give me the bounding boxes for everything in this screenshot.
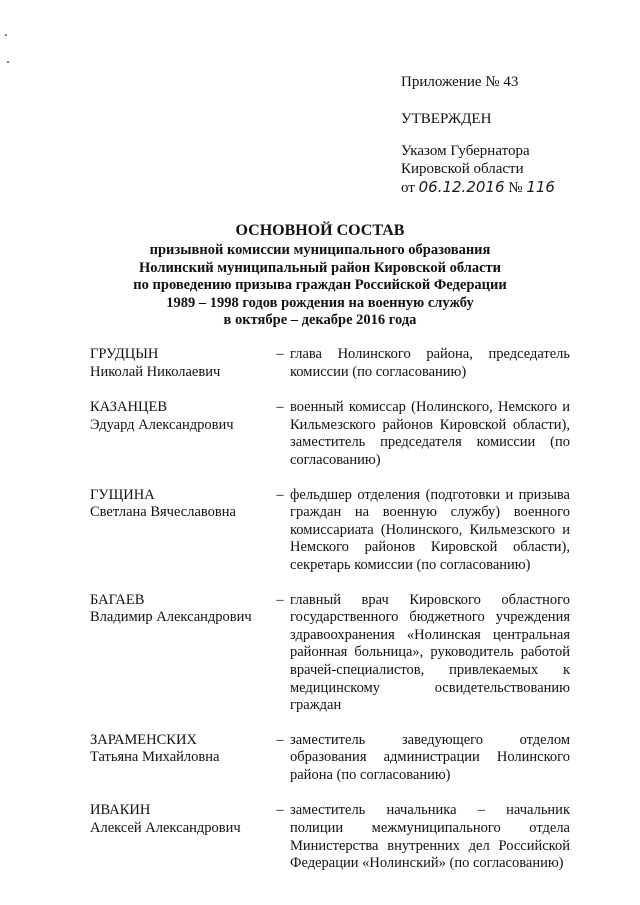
- member-name: [90, 732, 270, 785]
- dash-separator: –: [276, 486, 284, 503]
- member-entry: [90, 802, 570, 872]
- member-role: главный врач Кировского областного государственного бюджетного учреждения здравоохранения «Нолинская центральная районная больница», руководитель работой врачей-специалистов, привлекаемых к медицинскому освидетельствованию граждан: [290, 591, 570, 714]
- dash-separator: –: [276, 802, 284, 819]
- handwritten-date: 06.12.2016: [418, 178, 505, 196]
- member-given-name: Николай Николаевич: [90, 363, 221, 380]
- member-entry: [90, 487, 570, 575]
- member-role: заместитель начальника – начальник полиции межмуниципального отдела Министерства внутренних дел Российской Федерации «Нолинский» (по согласованию): [290, 802, 570, 872]
- member-name: [90, 346, 270, 381]
- member-given-name: Алексей Александрович: [90, 820, 241, 837]
- member-role: фельдшер отделения (подготовки и призыва граждан на военную службу) военного комиссариата (Нолинского, Кильмезского и Немского районов Кировской области), секретарь комиссии (по согласованию): [290, 486, 570, 573]
- scan-speck: [7, 61, 9, 63]
- member-given-name: Владимир Александрович: [90, 609, 252, 626]
- document-title: [0, 220, 640, 330]
- member-role: военный комиссар (Нолинского, Немского и Кильмезского районов Кировской области), заместитель председателя комиссии (по согласованию): [290, 399, 570, 468]
- dash-separator: –: [276, 591, 284, 608]
- scan-speck: [5, 34, 7, 36]
- member-given-name: Татьяна Михайловна: [90, 749, 220, 766]
- member-name: [90, 487, 270, 575]
- title-line: 1989 – 1998 годов рождения на военную службу: [166, 294, 474, 311]
- member-name: [90, 399, 270, 469]
- member-surname: ГУЩИНА: [90, 486, 155, 503]
- member-name: [90, 592, 270, 715]
- member-surname: ГРУДЦЫН: [90, 346, 159, 362]
- member-surname: ИВАКИН: [90, 802, 151, 819]
- member-given-name: Светлана Вячеславовна: [90, 504, 236, 521]
- number-prefix: №: [508, 180, 523, 196]
- title-line: Нолинский муниципальный район Кировской области: [138, 259, 502, 276]
- title-line: призывной комиссии муниципального образования: [149, 242, 491, 258]
- members-list: [90, 346, 570, 873]
- member-entry: [90, 346, 570, 381]
- dash-separator: –: [276, 346, 284, 362]
- member-surname: КАЗАНЦЕВ: [90, 399, 167, 416]
- member-entry: [90, 732, 570, 785]
- decree-line-1: Указом Губернатора: [401, 143, 530, 159]
- member-entry: [90, 399, 570, 469]
- title-line: по проведению призыва граждан Российской Федерации: [133, 277, 507, 293]
- member-surname: ЗАРАМЕНСКИХ: [90, 731, 197, 748]
- dash-separator: –: [276, 731, 284, 748]
- title-main: ОСНОВНОЙ СОСТАВ: [235, 222, 405, 239]
- approved-stamp-text: УТВЕРЖДЕН: [401, 111, 492, 127]
- decree-line-2: Кировской области: [401, 161, 524, 177]
- member-entry: [90, 592, 570, 715]
- dash-separator: –: [276, 399, 284, 416]
- handwritten-number: 116: [526, 178, 555, 196]
- date-prefix: от: [401, 180, 415, 196]
- member-role: заместитель заведующего отделом образования администрации Нолинского района (по согласованию): [290, 731, 570, 783]
- member-surname: БАГАЕВ: [90, 591, 145, 608]
- title-line: в октябре – декабре 2016 года: [223, 312, 417, 328]
- appendix-number: Приложение № 43: [401, 74, 519, 90]
- approval-block: [401, 73, 555, 197]
- member-name: [90, 802, 270, 872]
- decree-date-line: [401, 178, 555, 197]
- member-given-name: Эдуард Александрович: [90, 416, 234, 433]
- member-role: глава Нолинского района, председатель комиссии (по согласованию): [290, 346, 570, 380]
